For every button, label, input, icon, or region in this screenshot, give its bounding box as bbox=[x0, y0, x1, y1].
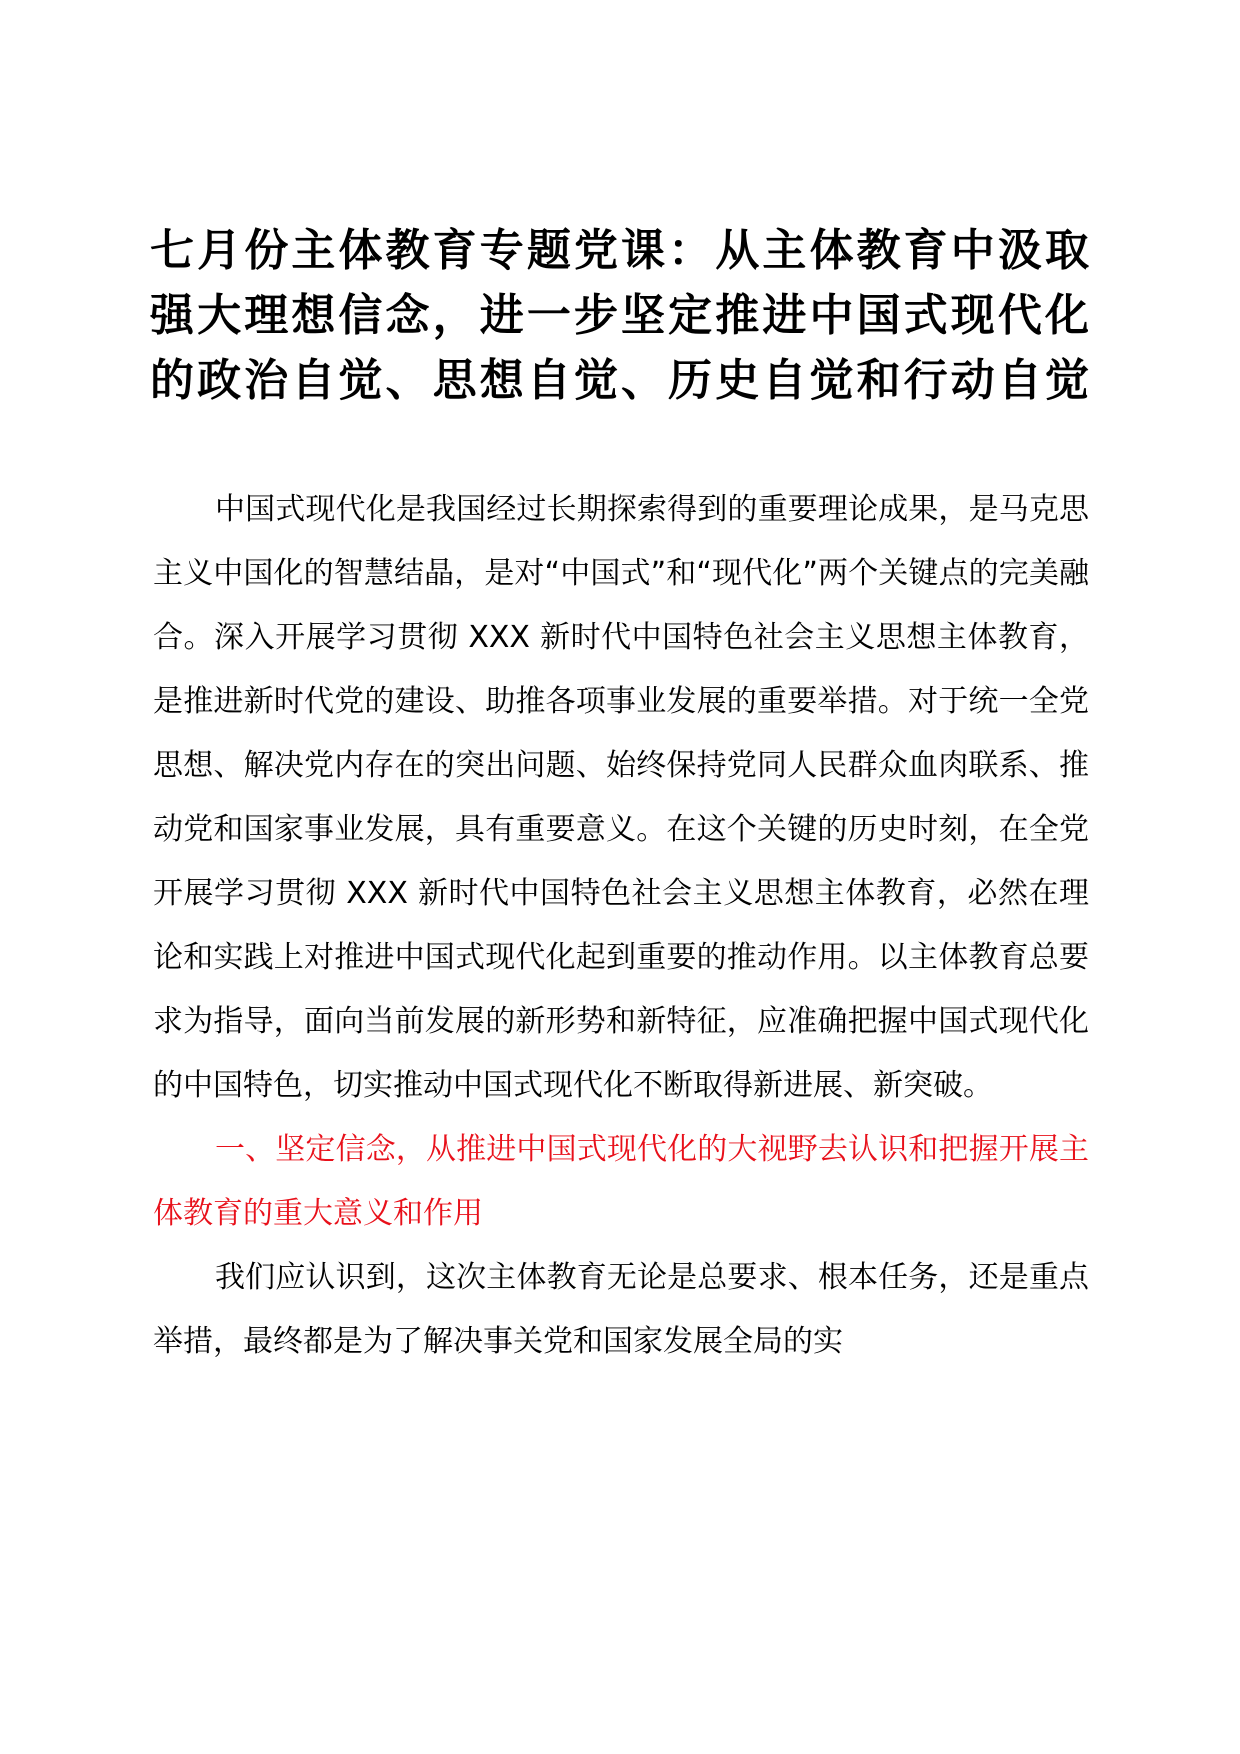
section-1-paragraph: 我们应认识到，这次主体教育无论是总要求、根本任务，还是重点举措，最终都是为了解决事关党和国家发展全局的实 bbox=[153, 1260, 1089, 1359]
title-line-1: 七月份主体教育专题党课：从主体教育中汲取 bbox=[150, 225, 1090, 276]
document-body bbox=[153, 478, 1089, 1374]
title-line-2: 强大理想信念，进一步坚定推进中国式现代化 bbox=[150, 290, 1090, 341]
document-title bbox=[150, 218, 1090, 413]
section-heading-1: 一、坚定信念，从推进中国式现代化的大视野去认识和把握开展主体教育的重大意义和作用 bbox=[153, 1132, 1089, 1231]
title-line-3: 的政治自觉、思想自觉、历史自觉和行动自觉 bbox=[150, 355, 1090, 406]
intro-paragraph: 中国式现代化是我国经过长期探索得到的重要理论成果，是马克思主义中国化的智慧结晶，是对“中国式”和“现代化”两个关键点的完美融合。深入开展学习贯彻 XXX 新时代中国特色社会主义思想主体教育，是推进新时代党的建设、助推各项事业发展的重要举措。对于统一全党思想、解决党内存在的突出问题、始终保持党同人民群众血肉联系、推动党和国家事业发展，具有重要意义。在这个关键的历史时刻，在全党开展学习贯彻 XXX 新时代中国特色社会主义思想主体教育，必然在理论和实践上对推进中国式现代化起到重要的推动作用。以主体教育总要求为指导，面向当前发展的新形势和新特征，应准确把握中国式现代化的中国特色，切实推动中国式现代化不断取得新进展、新突破。 bbox=[153, 492, 1089, 1103]
